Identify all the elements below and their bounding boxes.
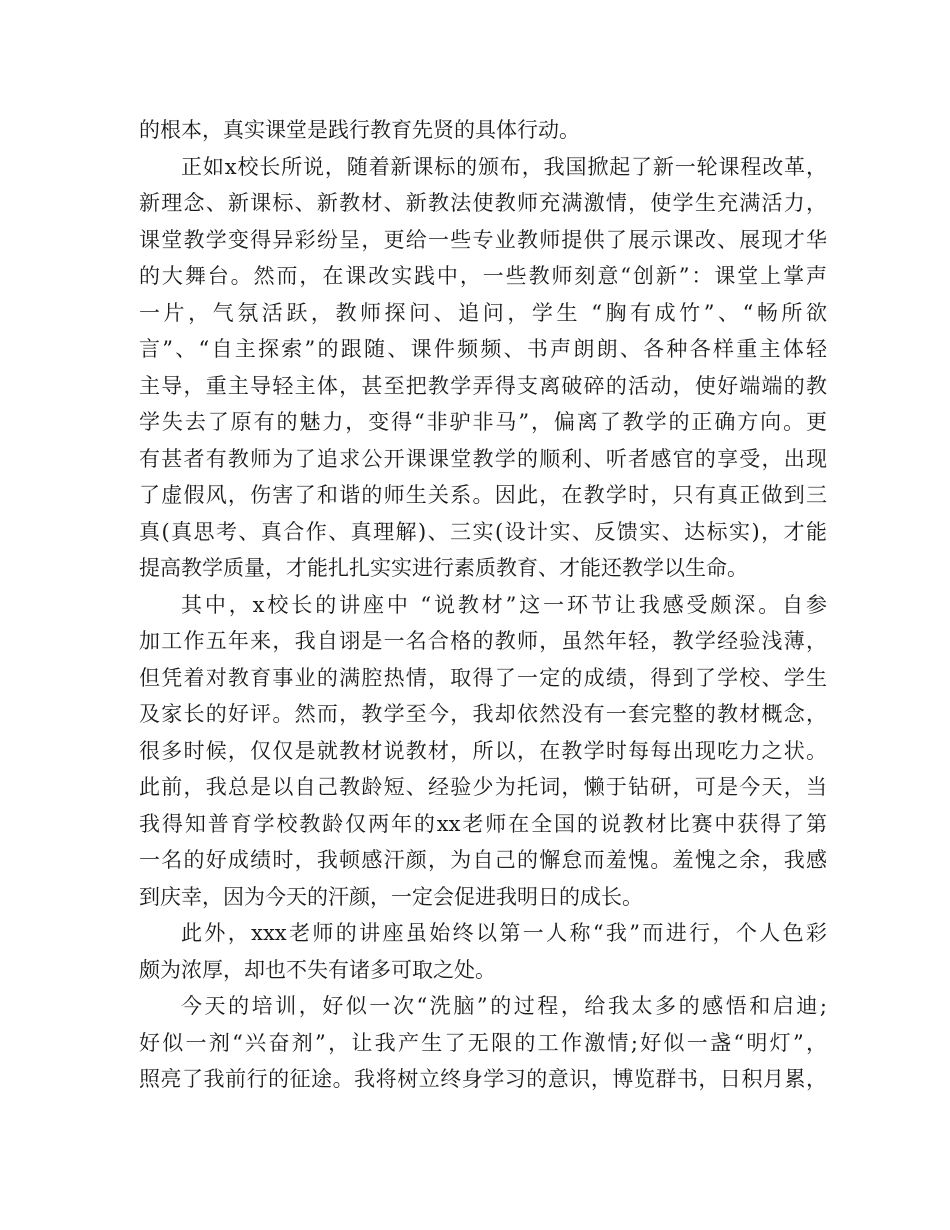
text-line: 好似一剂“兴奋剂”，让我产生了无限的工作激情;好似一盏“明灯”， (139, 1030, 827, 1055)
text-line: 很多时候，仅仅是就教材说教材，所以，在教学时每每出现吃力之状。 (139, 738, 827, 763)
paragraph-start-line: 此外，xxx老师的讲座虽始终以第一人称“我”而进行，个人色彩 (181, 921, 827, 945)
text-line: 一片，气氛活跃，教师探问、追问，学生 “胸有成竹”、“畅所欲 (139, 300, 827, 325)
text-line: 学失去了原有的魅力，变得“非驴非马”，偏离了教学的正确方向。更 (139, 410, 827, 434)
text-line: 课堂教学变得异彩纷呈，更给一些专业教师提供了展示课改、展现才华 (139, 227, 827, 252)
text-line: 主导，重主导轻主体，甚至把教学弄得支离破碎的活动，使好端端的教 (139, 373, 827, 398)
text-line: 有甚者有教师为了追求公开课课堂教学的顺利、听者感官的享受，出现 (139, 446, 827, 471)
text-line: 照亮了我前行的征途。我将树立终身学习的意识，博览群书，日积月累， (139, 1067, 827, 1091)
text-line: 提高教学质量，才能扎扎实实进行素质教育、才能还教学以生命。 (139, 556, 748, 580)
text-line: 到庆幸，因为今天的汗颜，一定会促进我明日的成长。 (139, 884, 643, 909)
text-line: 的大舞台。然而，在课改实践中，一些教师刻意“创新”：课堂上掌声 (139, 264, 827, 288)
text-line: 但凭着对教育事业的满腔热情，取得了一定的成绩，得到了学校、学生 (139, 665, 827, 690)
text-line: 新理念、新课标、新教材、新教法使教师充满激情，使学生充满活力， (139, 191, 827, 215)
text-line: 了虚假风，伤害了和谐的师生关系。因此，在教学时，只有真正做到三 (139, 483, 827, 507)
text-line: 颇为浓厚，却也不失有诸多可取之处。 (139, 957, 496, 982)
text-line: 真(真思考、真合作、真理解)、三实(设计实、反馈实、达标实)，才能 (139, 519, 827, 544)
paragraph-start-line: 其中，x校长的讲座中 “说教材”这一环节让我感受颇深。自参 (181, 592, 827, 617)
text-line: 一名的好成绩时，我顿感汗颜，为自己的懈怠而羞愧。羞愧之余，我感 (139, 848, 827, 872)
paragraph-start-line: 今天的培训，好似一次“洗脑”的过程，给我太多的感悟和启迪; (181, 994, 827, 1018)
paragraph-start-line: 正如x校长所说，随着新课标的颁布，我国掀起了新一轮课程改革， (181, 154, 827, 179)
text-line: 我得知普育学校教龄仅两年的xx老师在全国的说教材比赛中获得了第 (139, 811, 827, 836)
document-body (139, 112, 827, 1098)
text-line: 此前，我总是以自己教龄短、经验少为托词，懒于钻研，可是今天，当 (139, 775, 827, 799)
text-line: 的根本，真实课堂是践行教育先贤的具体行动。 (139, 118, 580, 142)
text-line: 言”、“自主探索”的跟随、课件频频、书声朗朗、各种各样重主体轻 (139, 337, 827, 361)
text-line: 及家长的好评。然而，教学至今，我却依然没有一套完整的教材概念， (139, 702, 827, 726)
text-line: 加工作五年来，我自诩是一名合格的教师，虽然年轻，教学经验浅薄， (139, 629, 827, 653)
